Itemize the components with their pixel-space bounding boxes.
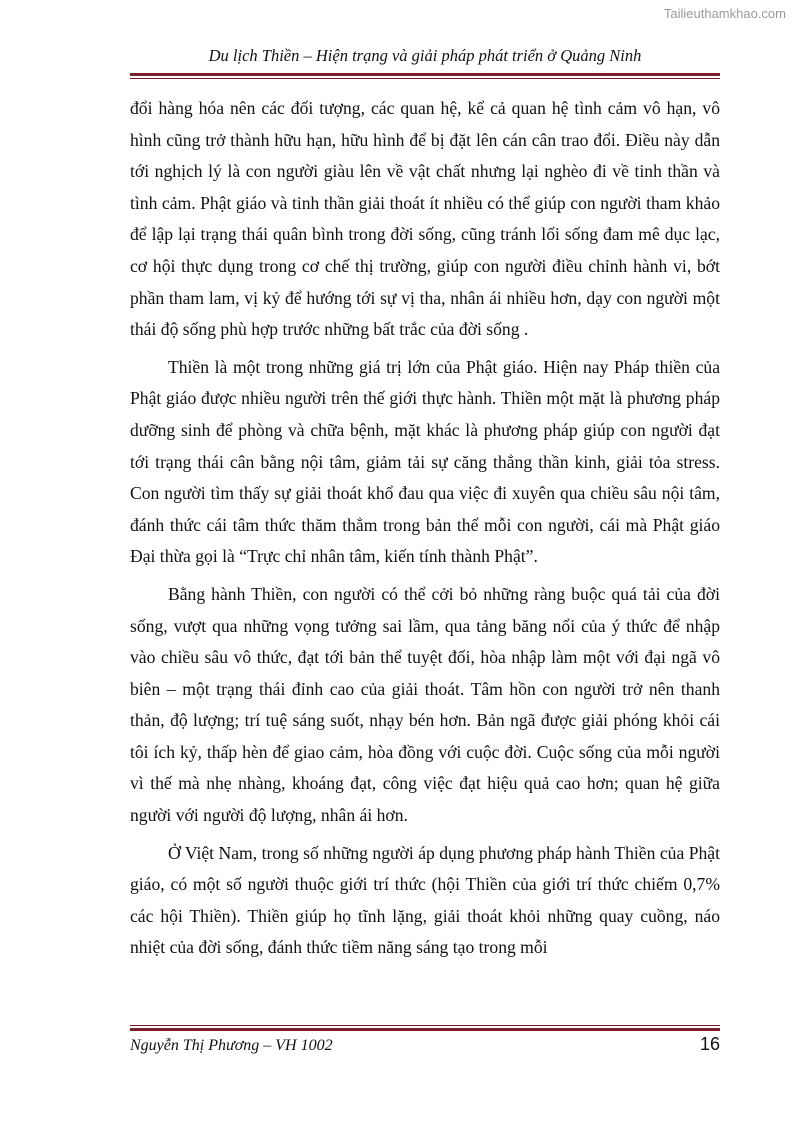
footer-rule-thick	[130, 1028, 720, 1031]
footer-author: Nguyễn Thị Phương – VH 1002	[130, 1037, 333, 1054]
header-rule-thick	[130, 73, 720, 76]
page-number: 16	[699, 1034, 720, 1054]
paragraph: đổi hàng hóa nên các đối tượng, các quan hệ, kể cả quan hệ tình cảm vô hạn, vô hình cũng trở thành hữu hạn, hữu hình để bị đặt lên cán cân trao đổi. Điều này dẫn tới nghịch lý là con người giàu lên về vật chất nhưng lại nghèo đi về tinh thần và tình cảm. Phật giáo và tinh thần giải thoát ít nhiều có thể giúp con người tham khảo để lập lại trạng thái quân bình trong đời sống, cũng tránh lối sống đam mê dục lạc, cơ hội thực dụng trong cơ chế thị trường, giúp con người điều chỉnh hành vi, bớt phần tham lam, vị kỷ để hướng tới sự vị tha, nhân ái nhiều hơn, dạy con người một thái độ sống phù hợp trước những bất trắc của đời sống .	[130, 98, 720, 340]
footer-rule-thin	[130, 1025, 720, 1026]
body-text	[130, 93, 720, 970]
header-rule-thin	[130, 78, 720, 79]
watermark: Tailieuthamkhao.com	[663, 6, 786, 21]
paragraph: Bằng hành Thiền, con người có thể cởi bỏ những ràng buộc quá tải của đời sống, vượt qua những vọng tưởng sai lầm, qua tảng băng nổi của ý thức để nhập vào chiều sâu vô thức, đạt tới bản thể tuyệt đối, hòa nhập làm một với đại ngã vô biên – một trạng thái đỉnh cao của giải thoát. Tâm hồn con người trở nên thanh thản, độ lượng; trí tuệ sáng suốt, nhạy bén hơn. Bản ngã được giải phóng khỏi cái tôi ích kỷ, thấp hèn để giao cảm, hòa đồng với cuộc đời. Cuộc sống của mỗi người vì thế mà nhẹ nhàng, khoáng đạt, công việc đạt hiệu quả cao hơn; quan hệ giữa người với người độ lượng, nhân ái hơn.	[130, 583, 720, 826]
running-header-title: Du lịch Thiền – Hiện trạng và giải pháp phát triển ở Quảng Ninh	[208, 46, 642, 65]
paragraph: Ở Việt Nam, trong số những người áp dụng phương pháp hành Thiền của Phật giáo, có một số người thuộc giới trí thức (hội Thiền của giới trí thức chiếm 0,7% các hội Thiền). Thiền giúp họ tĩnh lặng, giải thoát khỏi những quay cuồng, náo nhiệt của đời sống, đánh thức tiềm năng sáng tạo trong mỗi	[130, 842, 720, 958]
paragraph: Thiền là một trong những giá trị lớn của Phật giáo. Hiện nay Pháp thiền của Phật giáo được nhiều người trên thế giới thực hành. Thiền một mặt là phương pháp dưỡng sinh để phòng và chữa bệnh, mặt khác là phương pháp giúp con người đạt tới trạng thái cân bằng nội tâm, giảm tải sự căng thẳng thần kinh, giải tỏa stress. Con người tìm thấy sự giải thoát khổ đau qua việc đi xuyên qua chiều sâu nội tâm, đánh thức cái tâm thức thăm thẳm trong bản thể mỗi con người, cái mà Phật giáo Đại thừa gọi là “Trực chỉ nhân tâm, kiến tính thành Phật”.	[130, 356, 720, 567]
